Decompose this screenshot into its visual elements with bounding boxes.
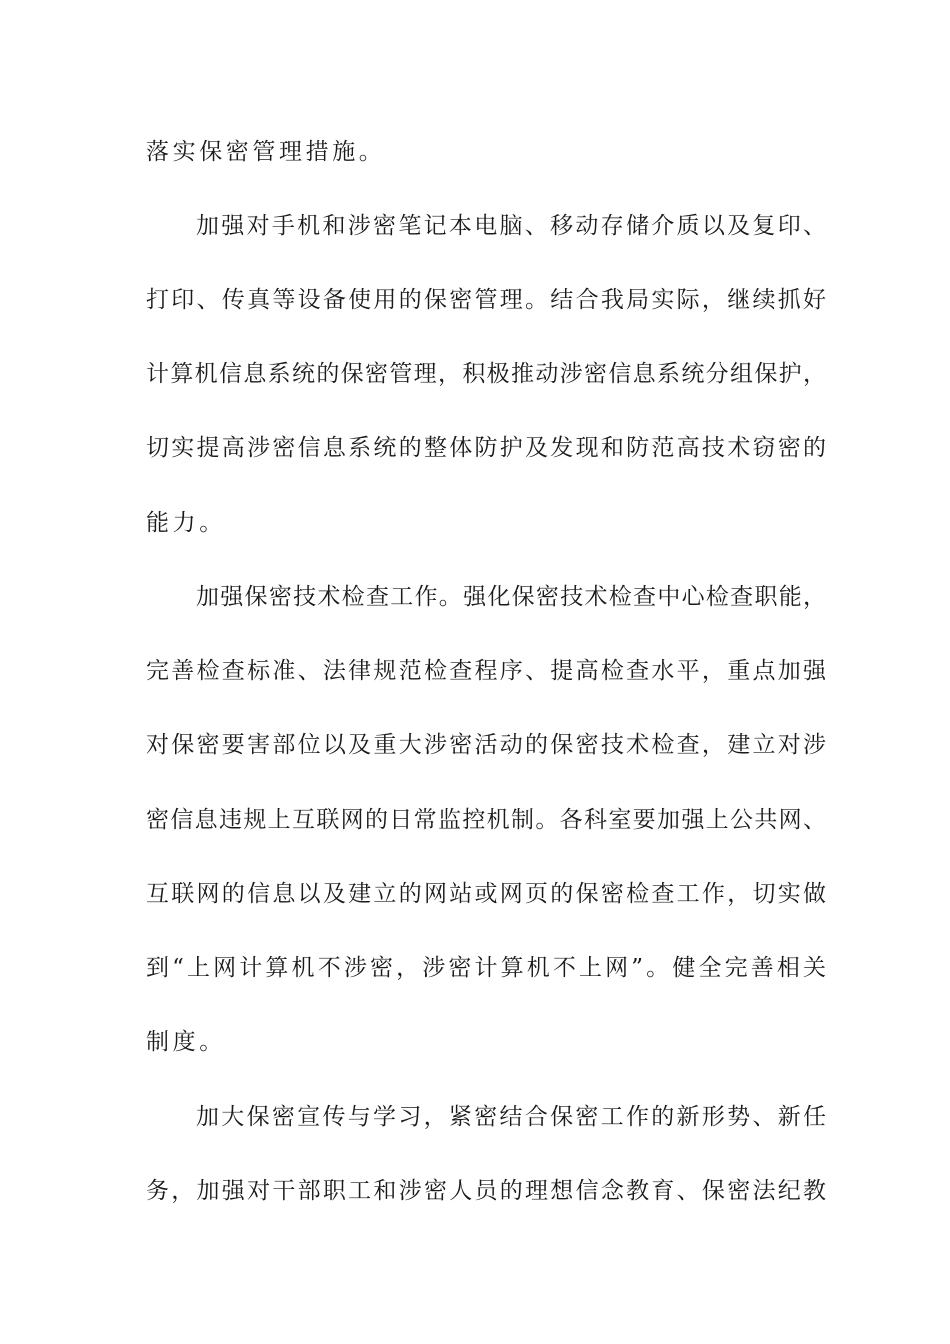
text-line: 打印、传真等设备使用的保密管理。结合我局实际，继续抓好 [146,287,826,313]
text-line: 切实提高涉密信息系统的整体防护及发现和防范高技术窃密的 [146,435,826,461]
text-line: 完善检查标准、法律规范检查程序、提高检查水平，重点加强 [146,658,826,684]
paragraph-first-line: 加强保密技术检查工作。强化保密技术检查中心检查职能， [196,584,826,610]
text-line: 互联网的信息以及建立的网站或网页的保密检查工作，切实做 [146,881,826,907]
text-line: 制度。 [146,1029,226,1055]
text-line: 能力。 [146,510,226,536]
text-line: 务，加强对干部职工和涉密人员的理想信念教育、保密法纪教 [146,1178,826,1204]
text-line: 到“上网计算机不涉密，涉密计算机不上网”。健全完善相关 [146,955,826,981]
paragraph-first-line: 加大保密宣传与学习，紧密结合保密工作的新形势、新任 [196,1104,826,1130]
paragraph-first-line: 加强对手机和涉密笔记本电脑、移动存储介质以及复印、 [196,213,826,239]
text-line: 计算机信息系统的保密管理，积极推动涉密信息系统分组保护， [146,361,826,387]
text-line: 落实保密管理措施。 [146,139,386,165]
text-line: 对保密要害部位以及重大涉密活动的保密技术检查，建立对涉 [146,732,826,758]
text-line: 密信息违规上互联网的日常监控机制。各科室要加强上公共网、 [146,807,826,833]
